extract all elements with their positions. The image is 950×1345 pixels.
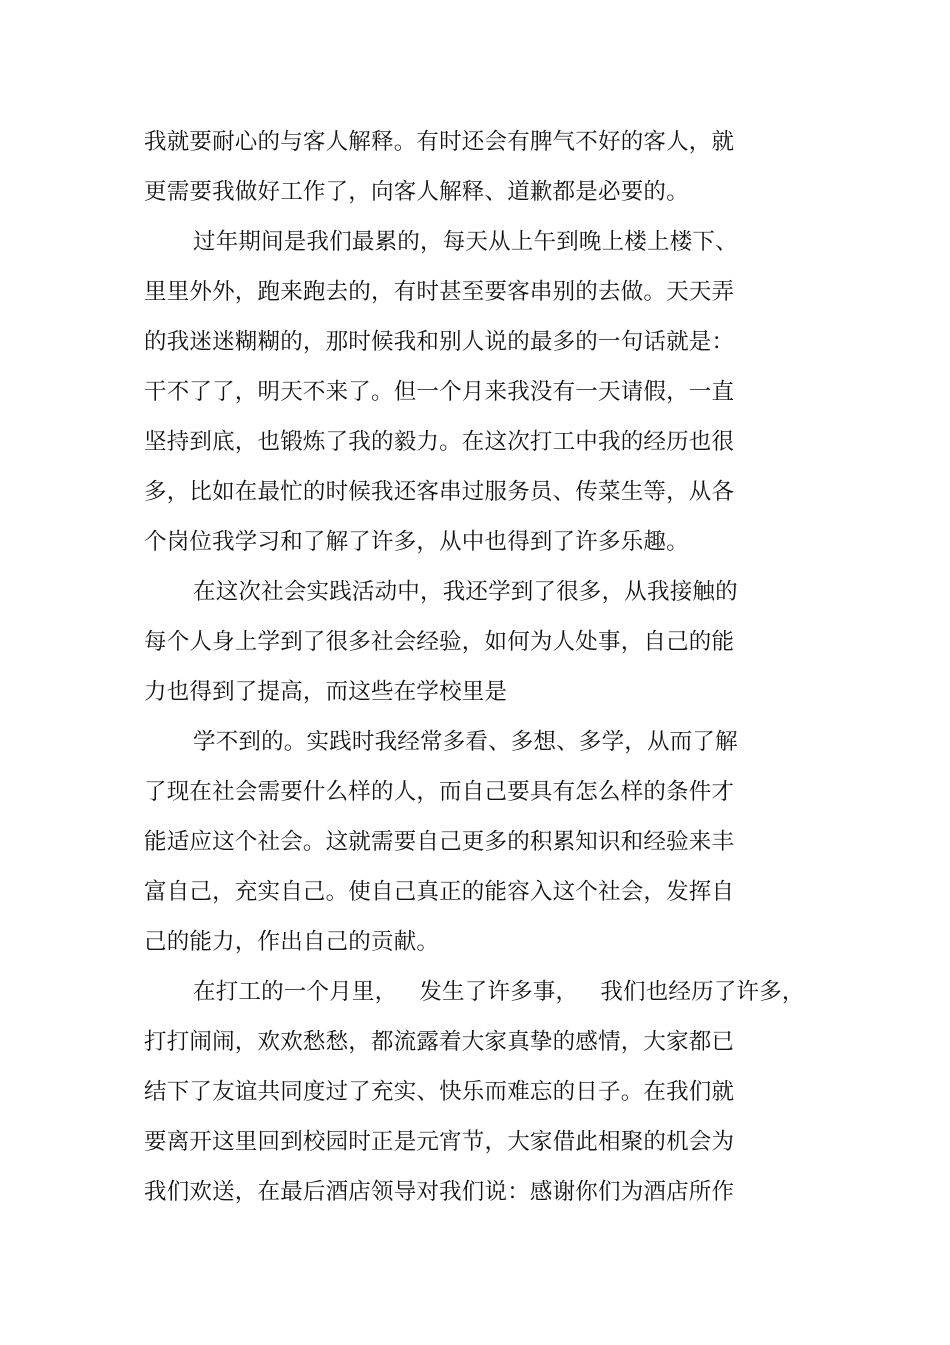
text-line: 富自己，充实自己。使自己真正的能容入这个社会，发挥自 <box>144 879 735 905</box>
text-line: 结下了友谊共同度过了充实、快乐而难忘的日子。在我们就 <box>144 1079 735 1105</box>
text-line: 能适应这个社会。这就需要自己更多的积累知识和经验来丰 <box>144 829 735 855</box>
text-line: 干不了了，明天不来了。但一个月来我没有一天请假，一直 <box>144 379 735 405</box>
text-line: 里里外外，跑来跑去的，有时甚至要客串别的去做。天天弄 <box>144 279 735 305</box>
text-line: 在这次社会实践活动中，我还学到了很多，从我接触的 <box>193 579 738 605</box>
text-line: 己的能力，作出自己的贡献。 <box>144 929 440 955</box>
text-line: 多，比如在最忙的时候我还客串过服务员、传菜生等，从各 <box>144 479 735 505</box>
text-line: 在打工的一个月里， 发生了许多事， 我们也经历了许多， <box>193 979 805 1005</box>
text-line: 要离开这里回到校园时正是元宵节，大家借此相聚的机会为 <box>144 1129 735 1155</box>
text-line: 的我迷迷糊糊的，那时候我和别人说的最多的一句话就是： <box>144 329 735 355</box>
text-line: 过年期间是我们最累的，每天从上午到晚上楼上楼下、 <box>193 229 738 255</box>
text-line: 我们欢送，在最后酒店领导对我们说：感谢你们为酒店所作 <box>144 1179 735 1205</box>
text-line: 力也得到了提高，而这些在学校里是 <box>144 679 508 705</box>
text-line: 打打闹闹，欢欢愁愁，都流露着大家真挚的感情，大家都已 <box>144 1029 735 1055</box>
text-line: 学不到的。实践时我经常多看、多想、多学，从而了解 <box>193 729 738 755</box>
text-line: 我就要耐心的与客人解释。有时还会有脾气不好的客人，就 <box>144 129 735 155</box>
text-line: 坚持到底，也锻炼了我的毅力。在这次打工中我的经历也很 <box>144 429 735 455</box>
text-line: 更需要我做好工作了，向客人解释、道歉都是必要的。 <box>144 179 689 205</box>
text-line: 了现在社会需要什么样的人，而自己要具有怎么样的条件才 <box>144 779 735 805</box>
text-line: 个岗位我学习和了解了许多，从中也得到了许多乐趣。 <box>144 529 689 555</box>
text-line: 每个人身上学到了很多社会经验，如何为人处事，自己的能 <box>144 629 735 655</box>
